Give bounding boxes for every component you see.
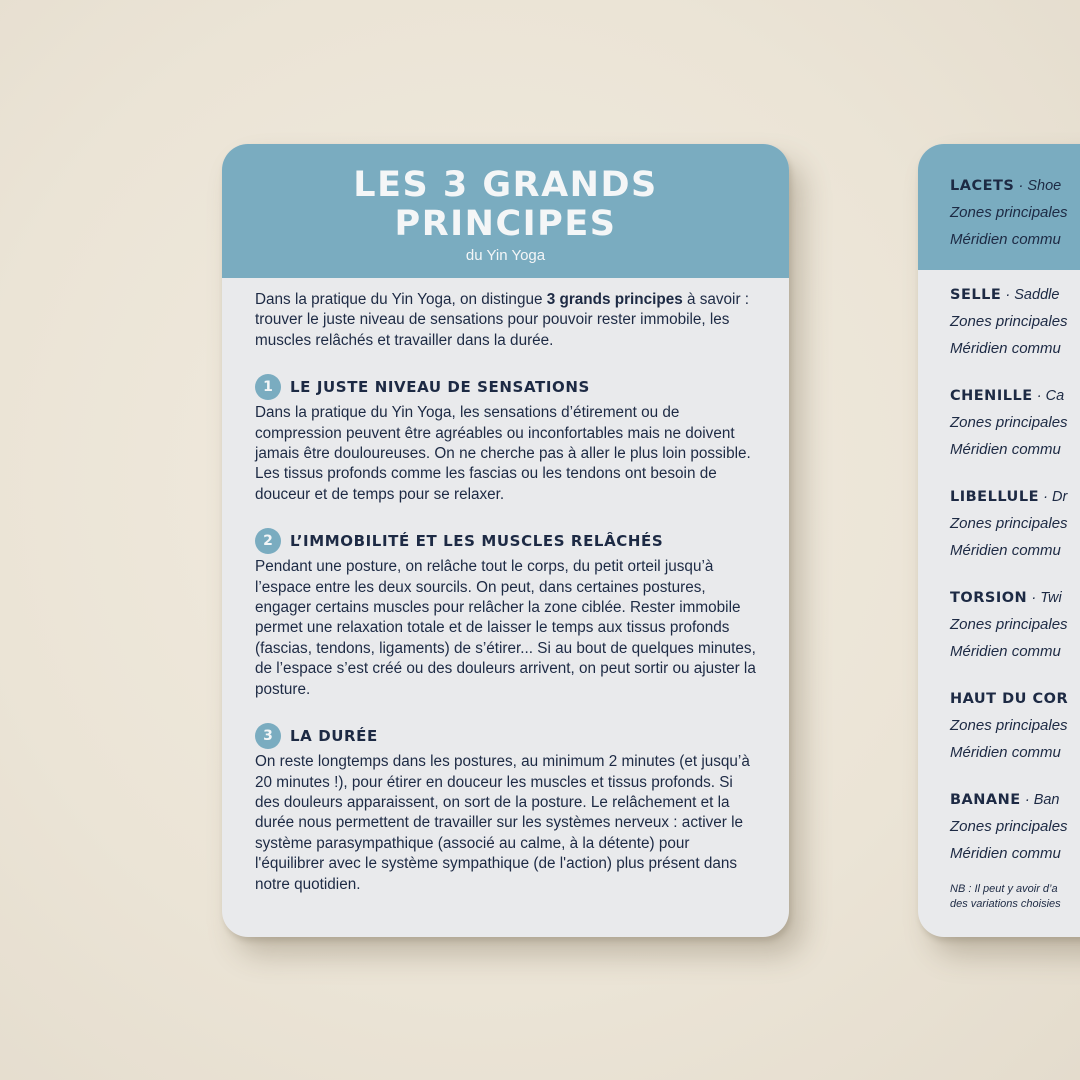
section-heading [255,527,760,555]
posture-english-name: · Shoe [1018,178,1062,194]
posture-english-name: · Ca [1036,388,1065,404]
posture-name: CHENILLE [950,388,1033,404]
postures-card [918,144,1080,937]
footnote-line-2: des variations choisies [950,898,1061,910]
posture-meridian: Méridien commu [950,542,1061,559]
section-title: L’IMMOBILITÉ ET LES MUSCLES RELÂCHÉS [290,532,664,551]
intro-text-end: à savoir : trouver le juste niveau de sensations pour pouvoir rester immobile, les muscles relâchés et travailler dans la durée. [255,291,750,349]
section-1 [255,373,760,505]
number-badge: 2 [255,528,281,554]
card-subtitle: du Yin Yoga [465,247,546,264]
footnote [950,882,1080,912]
title-line-2: PRINCIPES [394,204,617,244]
section-text: Pendant une posture, on relâche tout le corps, du petit orteil jusqu’à l’espace entre les deux sourcils. On peut, dans certaines postures, engager certains muscles pour relâcher la zone ciblée. Rester immobile permet une relaxation totale et de laisser le temps aux tissus profonds (fascias, tendons, ligaments) de s’étirer... Si au bout de quelques minutes, de l’espace s’est créé ou des douleurs arrivent, on peut sortir ou ajuster la posture. [255,558,756,698]
intro-text-start: Dans la pratique du Yin Yoga, on distingue [255,291,547,308]
footnote-line-1: NB : Il peut y avoir d’a [950,883,1058,895]
posture-english-name: · Twi [1031,590,1062,606]
posture-zones: Zones principales [950,717,1068,734]
posture-name: HAUT DU COR [950,691,1069,707]
section-heading [255,722,760,750]
section-2 [255,527,760,700]
posture-english-name: · Dr [1043,489,1068,505]
posture-entry [950,386,1080,460]
posture-zones: Zones principales [950,313,1068,330]
posture-meridian: Méridien commu [950,340,1061,357]
number-badge: 1 [255,374,281,400]
posture-name: BANANE [950,792,1021,808]
section-3 [255,722,760,895]
posture-zones: Zones principales [950,414,1068,431]
posture-zones: Zones principales [950,515,1068,532]
intro-bold-text: 3 grands principes [546,291,683,308]
card-header [222,144,789,278]
intro-paragraph [255,290,760,351]
posture-entry [950,487,1080,561]
posture-zones: Zones principales [950,616,1068,633]
section-text: On reste longtemps dans les postures, au minimum 2 minutes (et jusqu’à 20 minutes !), pour étirer en douceur les muscles et tissus profonds. Si des douleurs apparaissent, on sort de la posture. Le relâchement et la durée nous permettent de travailler sur les systèmes nerveux : activer le système parasympathique (associé au calme, à la détente) pour l'équilibrer avec le système sympathique (de l'action) plus présent dans notre quotidien. [255,753,750,893]
posture-zones: Zones principales [950,818,1068,835]
posture-english-name: · Ban [1024,792,1060,808]
posture-entry [950,790,1080,864]
posture-meridian: Méridien commu [950,643,1061,660]
title-line-1: LES 3 GRANDS [353,165,658,205]
posture-name: LACETS [950,178,1015,194]
number-badge: 3 [255,723,281,749]
section-heading [255,373,760,401]
posture-meridian: Méridien commu [950,231,1061,248]
posture-name: SELLE [950,287,1002,303]
section-title: LE JUSTE NIVEAU DE SENSATIONS [290,378,590,397]
principles-card [222,144,789,937]
card-title [222,166,789,244]
posture-name: TORSION [950,590,1028,606]
posture-meridian: Méridien commu [950,845,1061,862]
card-body [255,290,760,895]
posture-english-name: · Saddle [1005,287,1060,303]
posture-name: LIBELLULE [950,489,1039,505]
posture-entry [950,176,1080,250]
posture-entry [950,588,1080,662]
posture-meridian: Méridien commu [950,744,1061,761]
section-text: Dans la pratique du Yin Yoga, les sensations d’étirement ou de compression peuvent être agréables ou inconfortables mais ne doivent jamais être douloureuses. On ne cherche pas à aller le plus loin possible. Les tissus profonds comme les fascias ou les tendons ont besoin de douceur et de temps pour se relaxer. [255,404,751,503]
section-title: LA DURÉE [290,727,378,746]
posture-zones: Zones principales [950,204,1068,221]
posture-entry [950,689,1080,763]
posture-meridian: Méridien commu [950,441,1061,458]
posture-entry [950,285,1080,359]
